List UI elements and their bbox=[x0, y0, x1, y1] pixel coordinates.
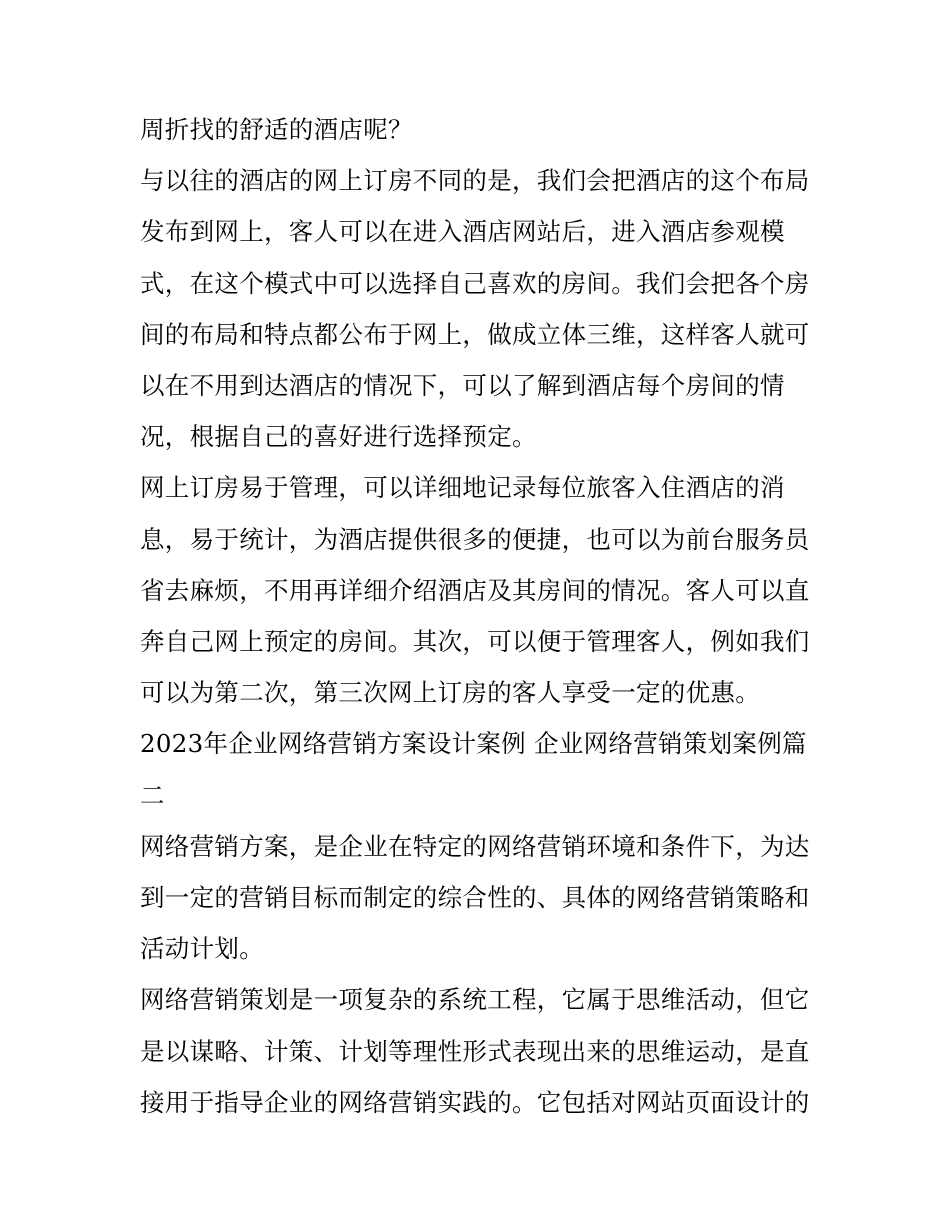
paragraph-hotel-question: 周折找的舒适的酒店呢？ bbox=[140, 115, 413, 144]
paragraph-booking-management: 网上订房易于管理，可以详细地记录每位旅客入住酒店的消息，易于统计，为酒店提供很多的便捷，也可以为前台服务员省去麻烦，不用再详细介绍酒店及其房间的情况。客人可以直奔自己网上预定的房间。其次，可以便于管理客人，例如我们可以为第二次，第三次网上订房的客人享受一定的优惠。 bbox=[140, 473, 810, 708]
paragraph-online-booking-layout: 与以往的酒店的网上订房不同的是，我们会把酒店的这个布局发布到网上，客人可以在进入酒店网站后，进入酒店参观模式，在这个模式中可以选择自己喜欢的房间。我们会把各个房间的布局和特点都公布于网上，做成立体三维，这样客人就可以在不用到达酒店的情况下，可以了解到酒店每个房间的情况，根据自己的喜好进行选择预定。 bbox=[140, 166, 810, 452]
document-body bbox=[140, 104, 814, 1128]
section-heading: 2023年企业网络营销方案设计案例 企业网络营销策划案例篇二 bbox=[140, 729, 807, 810]
paragraph-marketing-planning: 网络营销策划是一项复杂的系统工程，它属于思维活动，但它是以谋略、计策、计划等理性形式表现出来的思维运动，是直接用于指导企业的网络营销实践的。它包括对网站页面设计的 bbox=[140, 985, 810, 1117]
paragraph-marketing-plan-definition: 网络营销方案，是企业在特定的网络营销环境和条件下，为达到一定的营销目标而制定的综合性的、具体的网络营销策略和活动计划。 bbox=[140, 831, 810, 964]
